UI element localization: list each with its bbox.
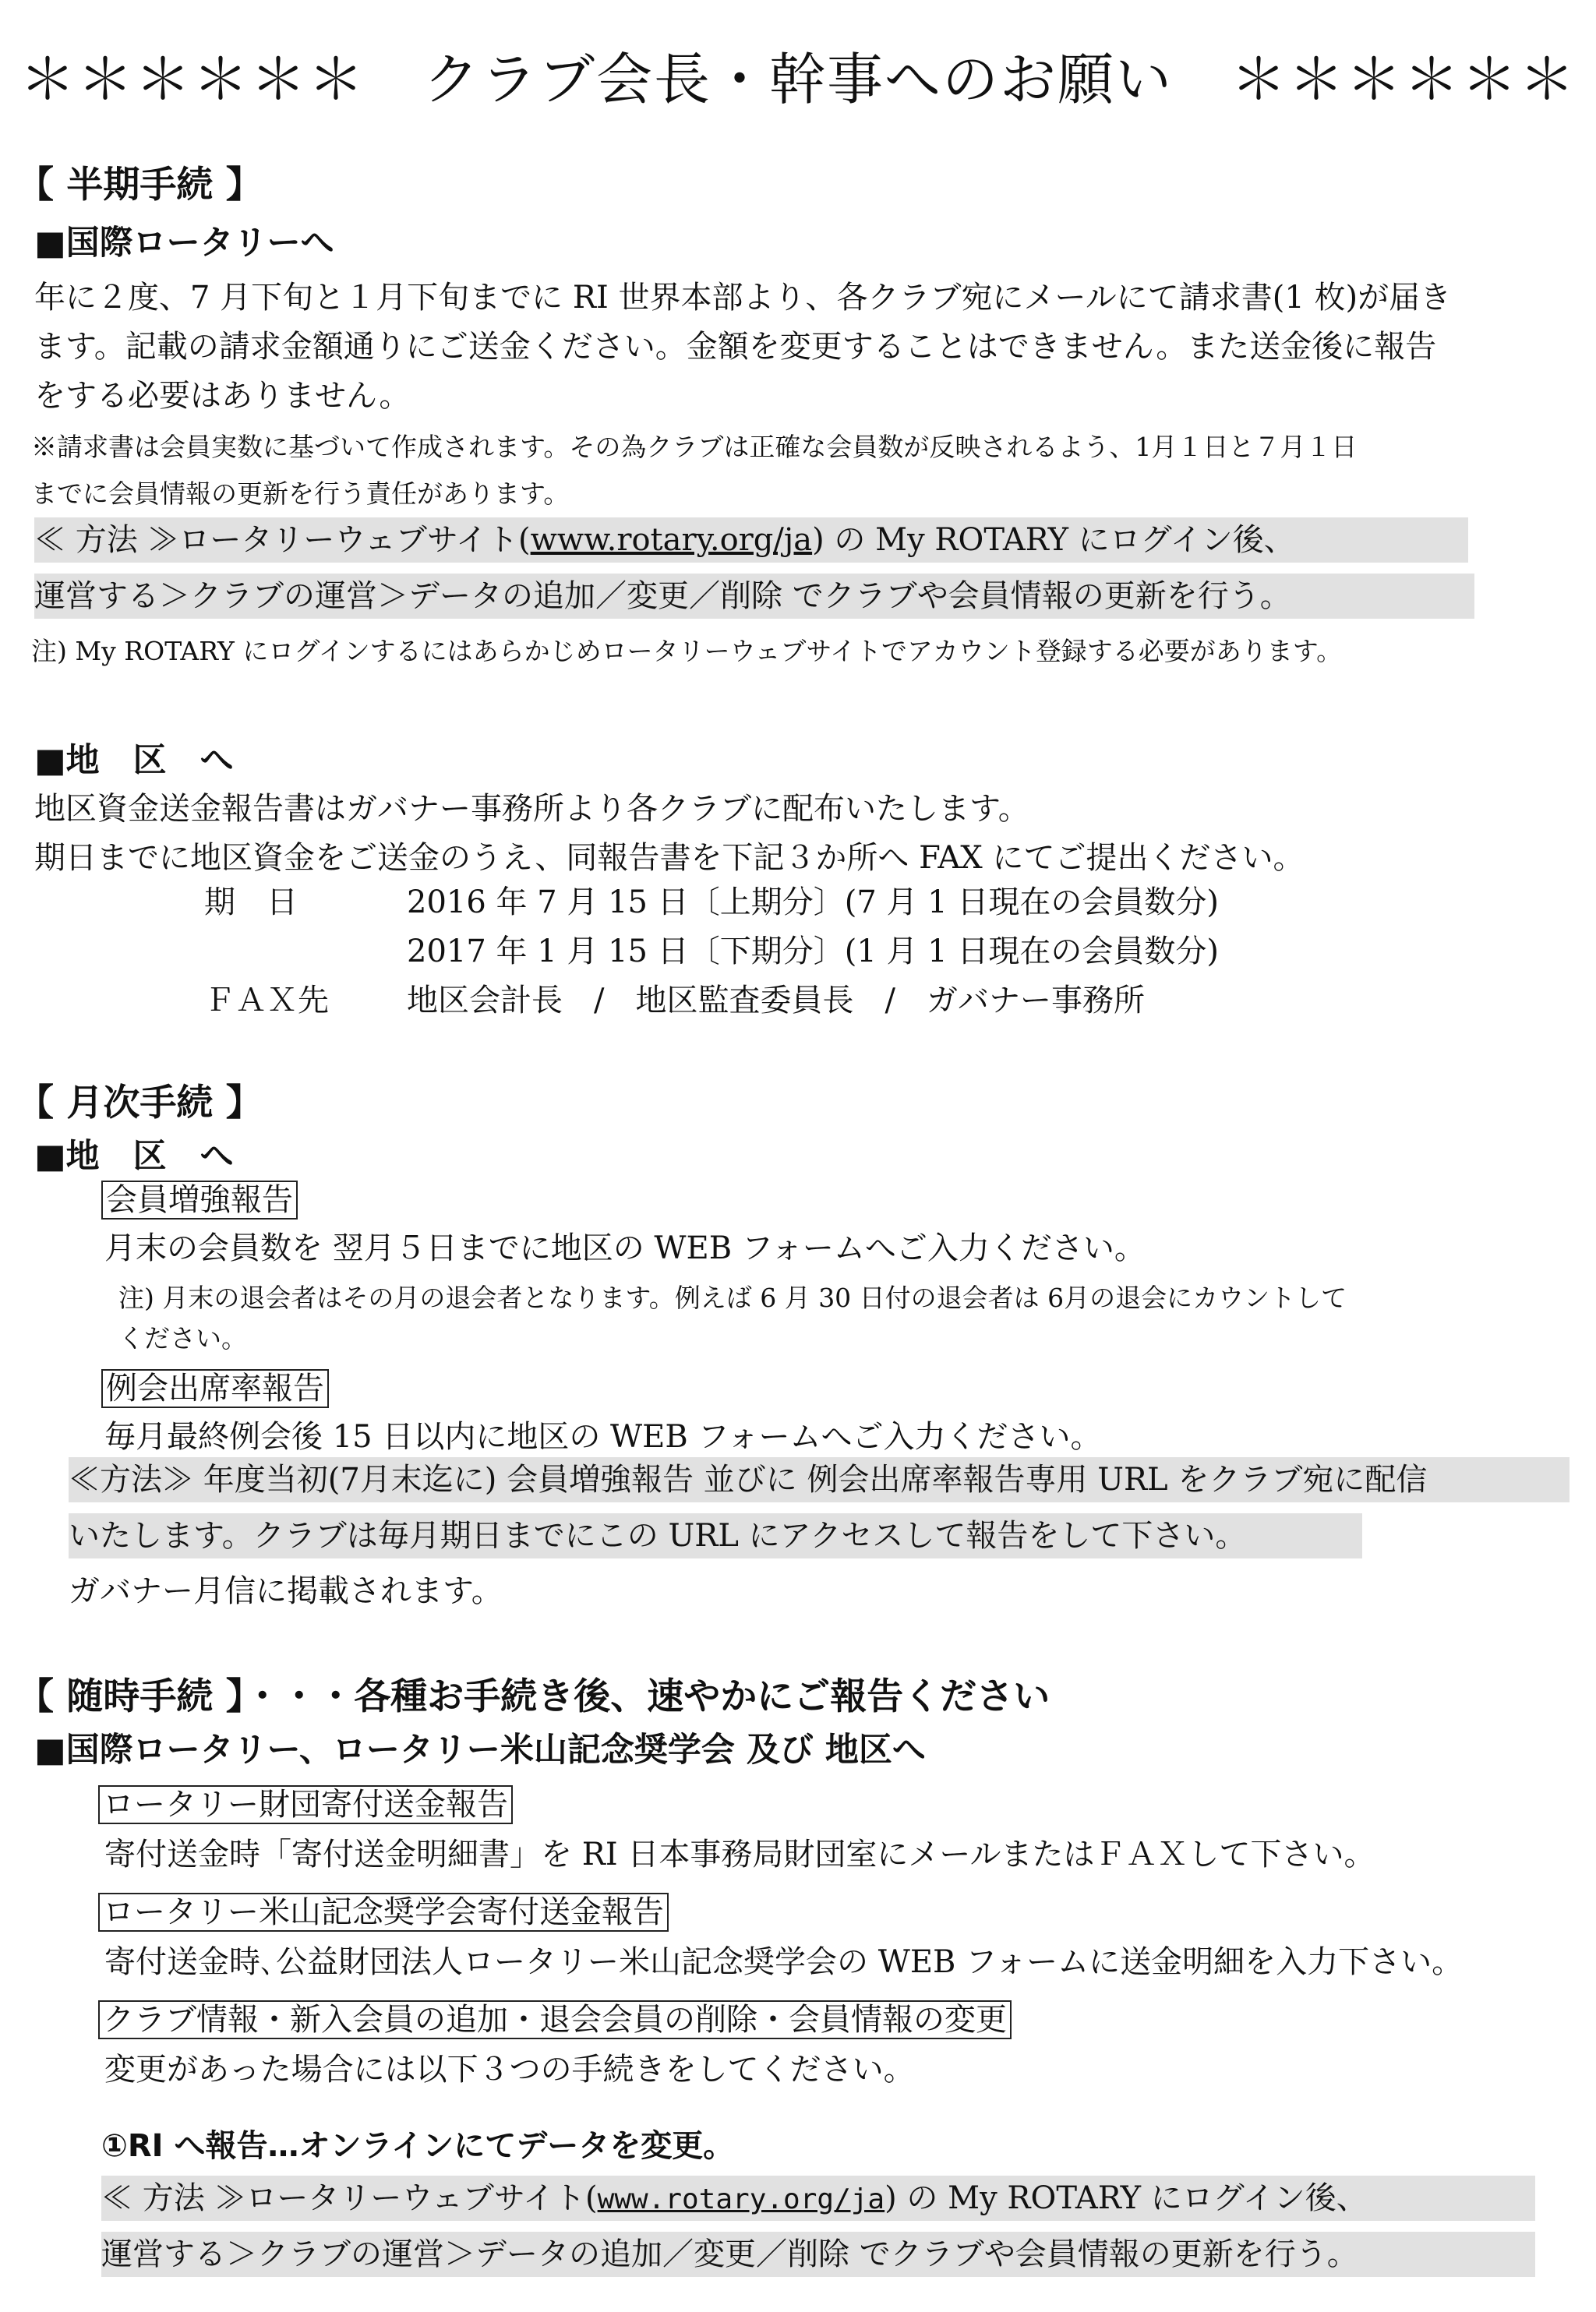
method-line: いたします。クラブは毎月期日までにこの URL にアクセスして報告をして下さい。 bbox=[69, 1513, 1362, 1558]
paragraph-line: 寄付送金時「寄付送金明細書」を RI 日本事務局財団室にメールまたはＦＡＸして下さい。 bbox=[104, 1837, 1375, 1873]
rotary-website-link[interactable]: www.rotary.org/ja bbox=[597, 2183, 885, 2215]
schedule-table bbox=[204, 878, 1373, 1025]
note-line: ※請求書は会員実数に基づいて作成されます。その為クラブは正確な会員数が反映されるよう、1月１日と７月１日 bbox=[31, 432, 1358, 462]
method-line bbox=[101, 2176, 1535, 2221]
method-text: ≪ 方法 ≫ロータリーウェブサイト( bbox=[101, 2180, 598, 2216]
due-date-second-half: 2017 年 1 月 15 日〔下期分〕(1 月 1 日現在の会員数分) bbox=[407, 934, 1219, 969]
boxed-label: クラブ情報・新入会員の追加・退会会員の削除・会員情報の変更 bbox=[98, 2000, 1012, 2039]
due-label: 期 日 bbox=[204, 884, 298, 920]
method-text: ≪ 方法 ≫ロータリーウェブサイト( bbox=[34, 522, 531, 558]
method-line: 運営する＞クラブの運営＞データの追加／変更／削除 でクラブや会員情報の更新を行う。 bbox=[34, 574, 1474, 619]
boxed-label: 例会出席率報告 bbox=[101, 1369, 329, 1408]
paragraph-line: ます。記載の請求金額通りにご送金ください。金額を変更することはできません。また送金後に報告 bbox=[34, 329, 1437, 365]
method-line bbox=[34, 517, 1468, 563]
section-heading-monthly: 【 月次手続 】 bbox=[17, 1082, 263, 1124]
yoneyama-report-label bbox=[98, 1887, 669, 1932]
boxed-label: ロータリー財団寄付送金報告 bbox=[98, 1785, 513, 1824]
note-line: ください。 bbox=[118, 1323, 247, 1354]
section-heading-adhoc: 【 随時手続 】・・・各種お手続き後、速やかにご報告ください bbox=[17, 1675, 1050, 1718]
due-label-blank bbox=[204, 927, 407, 976]
subheading-district: ■地 区 へ bbox=[34, 741, 234, 780]
method-line: 運営する＞クラブの運営＞データの追加／変更／削除 でクラブや会員情報の更新を行う。 bbox=[101, 2232, 1535, 2277]
login-note: 注) My ROTARY にログインするにはあらかじめロータリーウェブサイトでアカウント登録する必要があります。 bbox=[31, 636, 1343, 666]
paragraph-line: 変更があった場合には以下３つの手続きをしてください。 bbox=[104, 2052, 915, 2088]
due-date-first-half: 2016 年 7 月 15 日〔上期分〕(7 月 1 日現在の会員数分) bbox=[407, 884, 1219, 920]
fax-destinations: 地区会計長 / 地区監査委員長 / ガバナー事務所 bbox=[407, 983, 1145, 1018]
method-text: ) の My ROTARY にログイン後、 bbox=[812, 522, 1295, 558]
paragraph-line: 月末の会員数を 翌月５日までに地区の WEB フォームへご入力ください。 bbox=[104, 1230, 1146, 1266]
paragraph-line: 寄付送金時､公益財団法人ロータリー米山記念奨学会の WEB フォームに送金明細を入力下さい。 bbox=[104, 1944, 1464, 1980]
paragraph-line: 年に２度、7 月下旬と１月下旬までに RI 世界本部より、各クラブ宛にメールにて請求書(1 枚)が届き bbox=[34, 280, 1452, 316]
paragraph-line: をする必要はありません。 bbox=[34, 378, 411, 414]
page-title: ＊＊＊＊＊＊ クラブ会長・幹事へのお願い ＊＊＊＊＊＊ bbox=[19, 47, 1577, 112]
rotary-website-link[interactable]: www.rotary.org/ja bbox=[530, 522, 813, 558]
attendance-report-label bbox=[101, 1364, 329, 1408]
subheading-ri-yoneyama-district: ■国際ロータリー、ロータリー米山記念奨学会 及び 地区へ bbox=[34, 1731, 926, 1770]
paragraph-line: 毎月最終例会後 15 日以内に地区の WEB フォームへご入力ください。 bbox=[104, 1419, 1102, 1455]
club-info-label bbox=[98, 1995, 1012, 2039]
note-line: までに会員情報の更新を行う責任があります。 bbox=[31, 478, 570, 509]
step-one: ①RI へ報告…オンラインにてデータを変更。 bbox=[101, 2128, 735, 2164]
fax-label: ＦＡＸ先 bbox=[204, 983, 329, 1018]
section-heading-semiannual: 【 半期手続 】 bbox=[17, 164, 263, 206]
subheading-district: ■地 区 へ bbox=[34, 1137, 234, 1176]
method-text: ) の My ROTARY にログイン後、 bbox=[885, 2180, 1368, 2216]
paragraph-line: 期日までに地区資金をご送金のうえ、同報告書を下記３か所へ FAX にてご提出ください。 bbox=[34, 840, 1305, 876]
note-line: 注) 月末の退会者はその月の退会者となります。例えば 6 月 30 日付の退会者は 6月の退会にカウントして bbox=[118, 1283, 1347, 1313]
method-line: ≪方法≫ 年度当初(7月末迄に) 会員増強報告 並びに 例会出席率報告専用 URL をクラブ宛に配信 bbox=[69, 1457, 1570, 1502]
boxed-label: 会員増強報告 bbox=[101, 1181, 298, 1220]
paragraph-line: ガバナー月信に掲載されます。 bbox=[69, 1573, 503, 1609]
foundation-report-label bbox=[98, 1780, 513, 1824]
subheading-ri: ■国際ロータリーへ bbox=[34, 224, 334, 263]
membership-report-label bbox=[101, 1175, 298, 1220]
paragraph-line: 地区資金送金報告書はガバナー事務所より各クラブに配布いたします。 bbox=[34, 791, 1029, 827]
boxed-label: ロータリー米山記念奨学会寄付送金報告 bbox=[98, 1893, 669, 1932]
